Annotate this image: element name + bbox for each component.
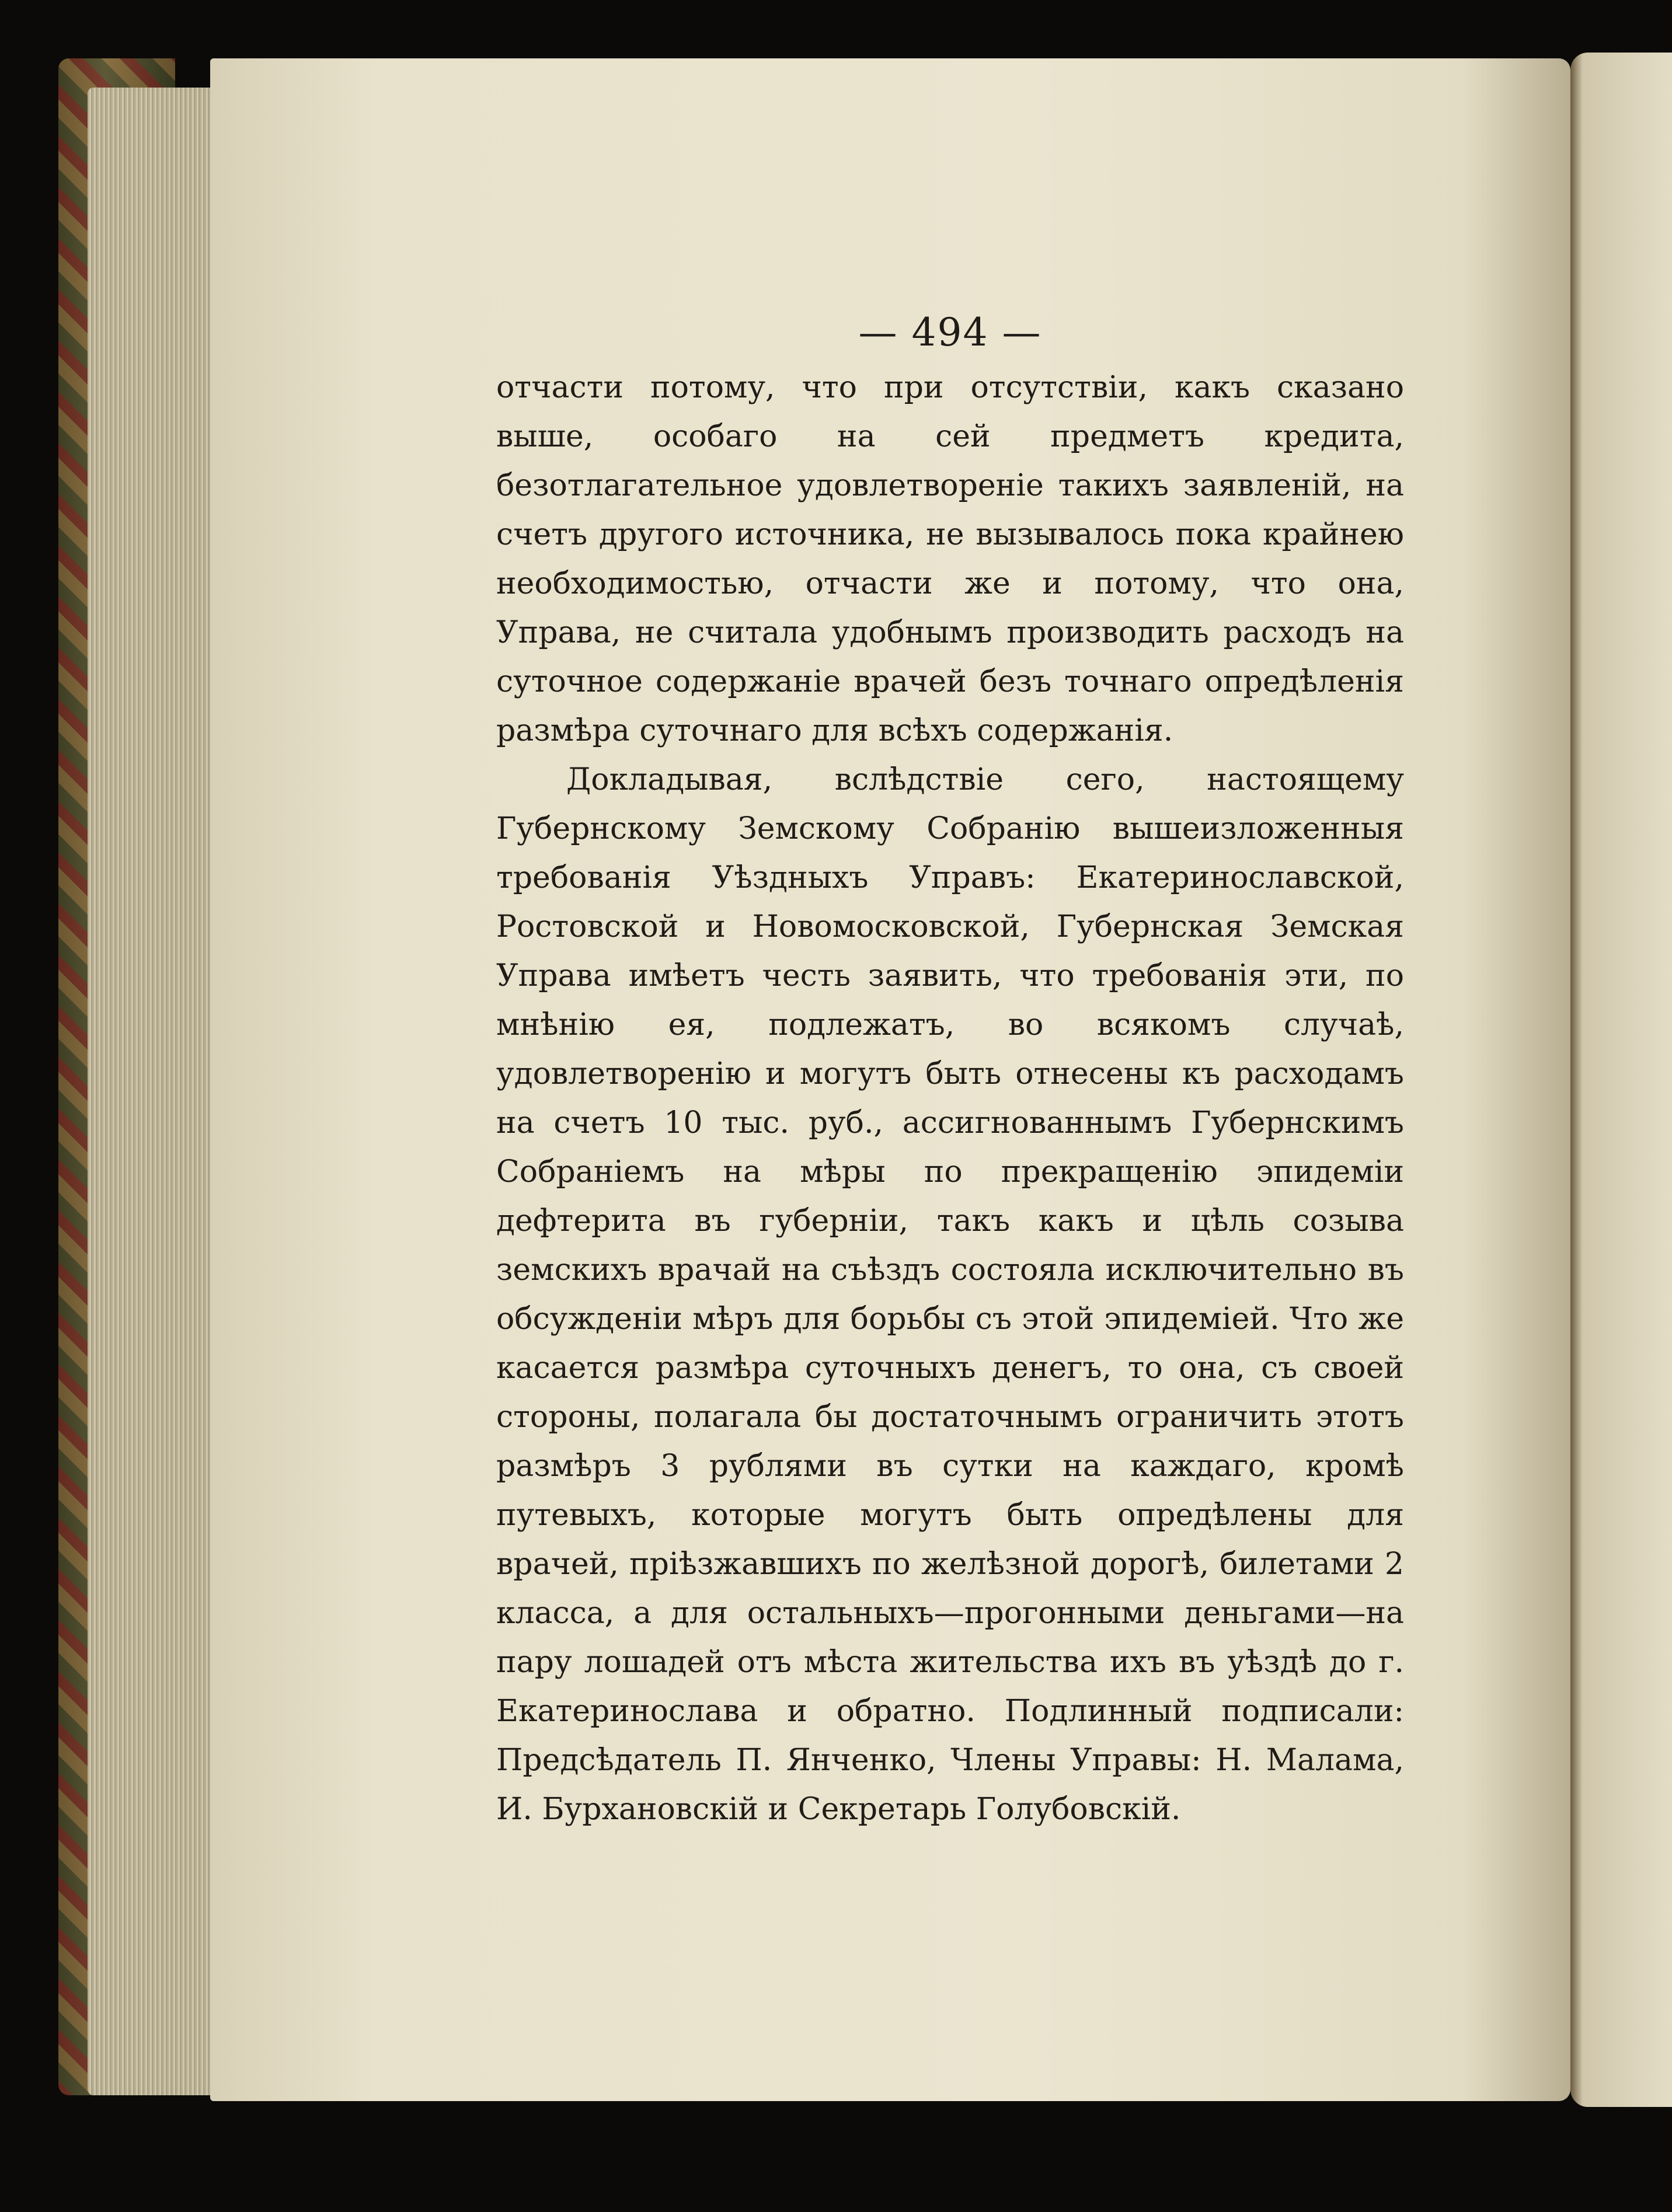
page-text-block xyxy=(496,309,1404,1834)
paragraph-1: отчасти потому, что при отсутствіи, какъ сказано выше, особаго на сей предметъ кредита, безотлагательное удовлетвореніе такихъ заявленій, на счетъ другого источника, не вызывалось пока крайнею необходимостью, отчасти же и потому, что она, Управа, не считала удобнымъ производить расходъ на суточное содержаніе врачей безъ точнаго опредѣленія размѣра суточнаго для всѣхъ содержанія. xyxy=(496,370,1404,748)
facing-page-edge xyxy=(1570,53,1672,2107)
page-number: — 494 — xyxy=(858,310,1042,355)
paragraph-2: Докладывая, вслѣдствіе сего, настоящему Губернскому Земскому Собранію вышеизложенныя требованія Уѣздныхъ Управъ: Екатеринославской, Ростовской и Новомосковской, Губернская Земская Управа имѣетъ честь заявить, что требованія эти, по мнѣнію ея, подлежатъ, во всякомъ случаѣ, удовлетворенію и могутъ быть отнесены къ расходамъ на счетъ 10 тыс. руб., ассигнованнымъ Губернскимъ Собраніемъ на мѣры по прекращенію эпидеміи дефтерита въ губерніи, такъ какъ и цѣль созыва земскихъ врачай на съѣздъ состояла исключительно въ обсужденіи мѣръ для борьбы съ этой эпидеміей. Что же касается размѣра суточныхъ денегъ, то она, съ своей стороны, полагала бы достаточнымъ ограничить этотъ размѣръ 3 рублями въ сутки на каждаго, кромѣ путевыхъ, которые могутъ быть опредѣлены для врачей, пріѣзжавшихъ по желѣзной дорогѣ, билетами 2 класса, а для остальныхъ—прогонными деньгами—на пару лошадей отъ мѣста жительства ихъ въ уѣздѣ до г. Екатеринослава и обратно. Подлинный подписали: Предсѣдатель П. Янченко, Члены Управы: Н. Малама, И. Бурхановскій и Секретарь Голубовскій. xyxy=(496,762,1404,1827)
